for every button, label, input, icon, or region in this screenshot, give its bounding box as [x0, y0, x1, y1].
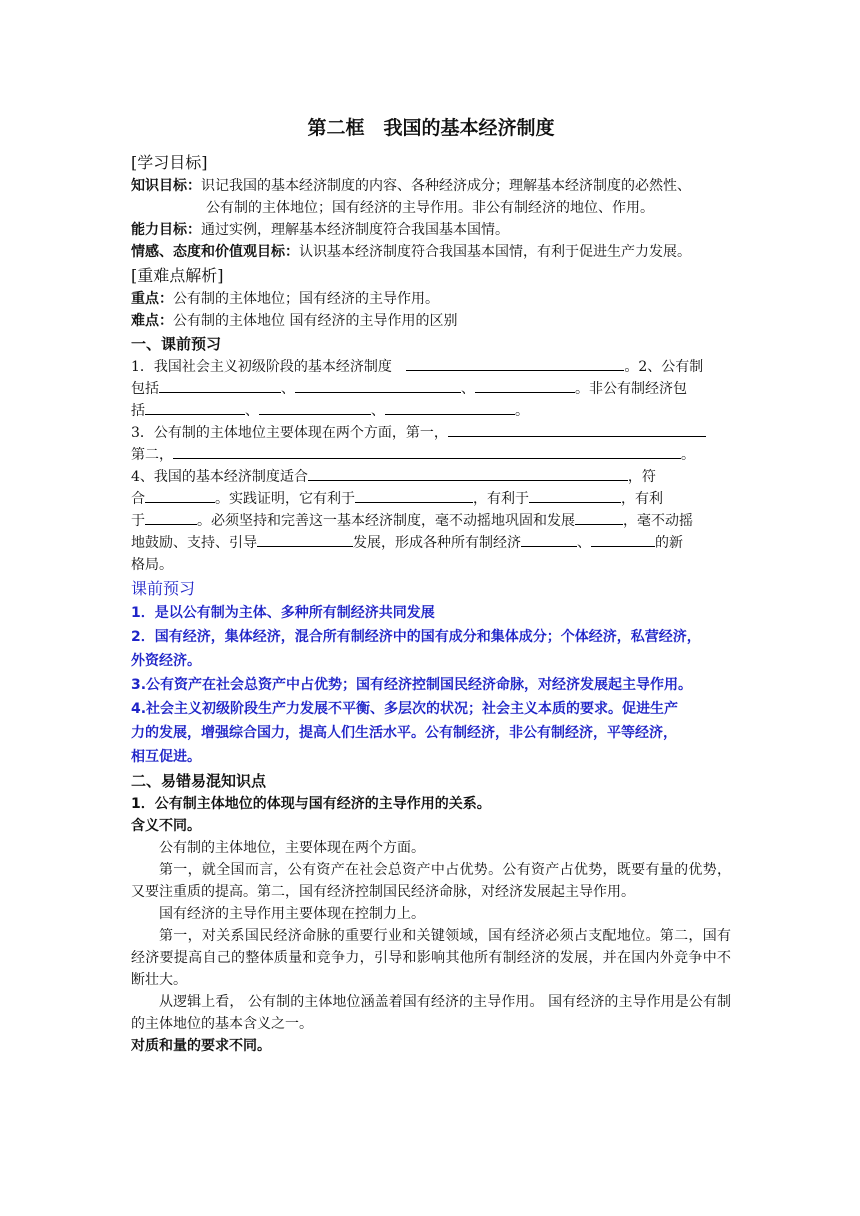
q4-tail: ，符: [627, 469, 656, 485]
fill-blank[interactable]: [406, 356, 624, 371]
answer-4: 4.社会主义初级阶段生产力发展不平衡、多层次的状况；社会主义本质的要求。促进生产: [131, 701, 679, 717]
key-text: 公有制的主体地位；国有经济的主导作用。: [173, 291, 439, 307]
q4-text: 的新: [655, 535, 683, 551]
emotion-label: 情感、态度和价值观目标：: [131, 244, 299, 260]
separator: 、: [281, 381, 295, 397]
fill-blank[interactable]: [257, 532, 353, 547]
paragraph-4: 第一，对关系国民经济命脉的重要行业和关键领域，国有经济必须占支配地位。第二，国有经济要提高自己的整体质量和竞争力，引导和影响其他所有制经济的发展，并在国内外竞争中不断壮大。: [131, 928, 731, 988]
paragraph-5: 从逻辑上看， 公有制的主体地位涵盖着国有经济的主导作用。 国有经济的主导作用是公有制的主体地位的基本含义之一。: [131, 994, 731, 1032]
confusion-subheading: 1．公有制主体地位的体现与国有经济的主导作用的关系。: [131, 796, 491, 812]
fill-blank[interactable]: [145, 400, 245, 415]
difficult-point: [131, 310, 731, 332]
emotion-text: 认识基本经济制度符合我国基本国情，有利于促进生产力发展。: [299, 244, 691, 260]
q4-text: 合: [131, 491, 145, 507]
preview-q3-cont: [131, 444, 731, 466]
q2-tail: 。非公有制经济包: [575, 381, 687, 397]
preview-q3: [131, 422, 731, 444]
preview-q4-cont1: [131, 488, 731, 510]
answer-1: 1．是以公有制为主体、多种所有制经济共同发展: [131, 605, 435, 621]
quality-diff: 对质和量的要求不同。: [131, 1038, 271, 1054]
key-label: 重点：: [131, 291, 173, 307]
fill-blank[interactable]: [521, 532, 577, 547]
answer-2-cont: 外资经济。: [131, 653, 201, 669]
emotion-objective: [131, 241, 731, 263]
answer-2: 2．国有经济，集体经济，混合所有制经济中的国有成分和集体成分；个体经济，私营经济，: [131, 629, 701, 645]
knowledge-text-1: 识记我国的基本经济制度的内容、各种经济成分；理解基本经济制度的必然性、: [201, 178, 691, 194]
fill-blank[interactable]: [355, 488, 473, 503]
fill-blank[interactable]: [475, 378, 575, 393]
q4-text: 地鼓励、支持、引导: [131, 535, 257, 551]
fill-blank[interactable]: [145, 510, 197, 525]
fill-blank[interactable]: [575, 510, 623, 525]
knowledge-label: 知识目标：: [131, 178, 201, 194]
paragraph-2: 第一，就全国而言，公有资产在社会总资产中占优势。公有资产占优势，既要有量的优势，又要注重质的提高。第二，国有经济控制国民经济命脉，对经济发展起主导作用。: [131, 862, 731, 900]
paragraph-3: 国有经济的主导作用主要体现在控制力上。: [159, 906, 425, 922]
q4-text: 。实践证明，它有利于: [215, 491, 355, 507]
fill-blank[interactable]: [591, 532, 655, 547]
q1-tail: 。2、公有制: [624, 359, 704, 375]
q3-text-cont: 第二，: [131, 447, 173, 463]
difficult-text: 公有制的主体地位 国有经济的主导作用的区别: [173, 313, 458, 329]
preview-q2: [131, 378, 731, 400]
separator: 、: [371, 403, 385, 419]
fill-blank[interactable]: [259, 400, 371, 415]
key-point: [131, 288, 731, 310]
preview-q4-cont4: 格局。: [131, 557, 173, 573]
preview-q1: [131, 356, 731, 378]
answer-4-cont1: 力的发展，增强综合国力，提高人们生活水平。公有制经济，非公有制经济，平等经济，: [131, 725, 677, 741]
paragraph-1: 公有制的主体地位，主要体现在两个方面。: [159, 840, 425, 856]
q3-text: 3．公有制的主体地位主要体现在两个方面，第一，: [131, 425, 448, 441]
preview-q2-cont: [131, 400, 731, 422]
preview-q4-cont2: [131, 510, 731, 532]
document-content: [131, 114, 731, 1057]
separator: 、: [245, 403, 259, 419]
q4-text: 于: [131, 513, 145, 529]
preview-q4-cont3: [131, 532, 731, 554]
preview-q4: [131, 466, 731, 488]
fill-blank[interactable]: [295, 378, 461, 393]
confusion-heading: 二、易错易混知识点: [131, 772, 267, 790]
q4-text: 。必须坚持和完善这一基本经济制度，毫不动摇地巩固和发展: [197, 513, 575, 529]
answer-4-cont2: 相互促进。: [131, 749, 201, 765]
fill-blank[interactable]: [385, 400, 515, 415]
separator: 、: [577, 535, 591, 551]
q4-text: ，有利: [621, 491, 663, 507]
ability-objective: [131, 219, 731, 241]
keypoints-heading: [重难点解析]: [131, 266, 224, 285]
fill-blank[interactable]: [145, 488, 215, 503]
q4-text: 4、我国的基本经济制度适合: [131, 469, 308, 485]
fill-blank[interactable]: [529, 488, 621, 503]
q4-text: ，毫不动摇: [623, 513, 693, 529]
fill-blank[interactable]: [448, 422, 706, 437]
q4-text: ，有利于: [473, 491, 529, 507]
q2-text-cont: 括: [131, 403, 145, 419]
page-title: 第二框 我国的基本经济制度: [307, 117, 555, 139]
q2-text: 包括: [131, 381, 159, 397]
q1-text: 1．我国社会主义初级阶段的基本经济制度: [131, 359, 392, 375]
fill-blank[interactable]: [308, 466, 628, 481]
answers-heading: 课前预习: [131, 579, 196, 598]
knowledge-objective-cont: 公有制的主体地位；国有经济的主导作用。非公有制经济的地位、作用。: [206, 200, 654, 216]
difficult-label: 难点：: [131, 313, 173, 329]
q4-text: 发展，形成各种所有制经济: [353, 535, 521, 551]
separator: 、: [461, 381, 475, 397]
meaning-diff: 含义不同。: [131, 818, 201, 834]
period: 。: [681, 447, 695, 463]
preview-heading: 一、课前预习: [131, 335, 222, 353]
ability-label: 能力目标：: [131, 222, 201, 238]
answer-3: 3.公有资产在社会总资产中占优势；国有经济控制国民经济命脉，对经济发展起主导作用。: [131, 677, 693, 693]
objectives-heading: [学习目标]: [131, 153, 208, 172]
fill-blank[interactable]: [159, 378, 281, 393]
ability-text: 通过实例，理解基本经济制度符合我国基本国情。: [201, 222, 509, 238]
fill-blank[interactable]: [173, 444, 681, 459]
period: 。: [515, 403, 529, 419]
knowledge-objective: [131, 175, 731, 197]
